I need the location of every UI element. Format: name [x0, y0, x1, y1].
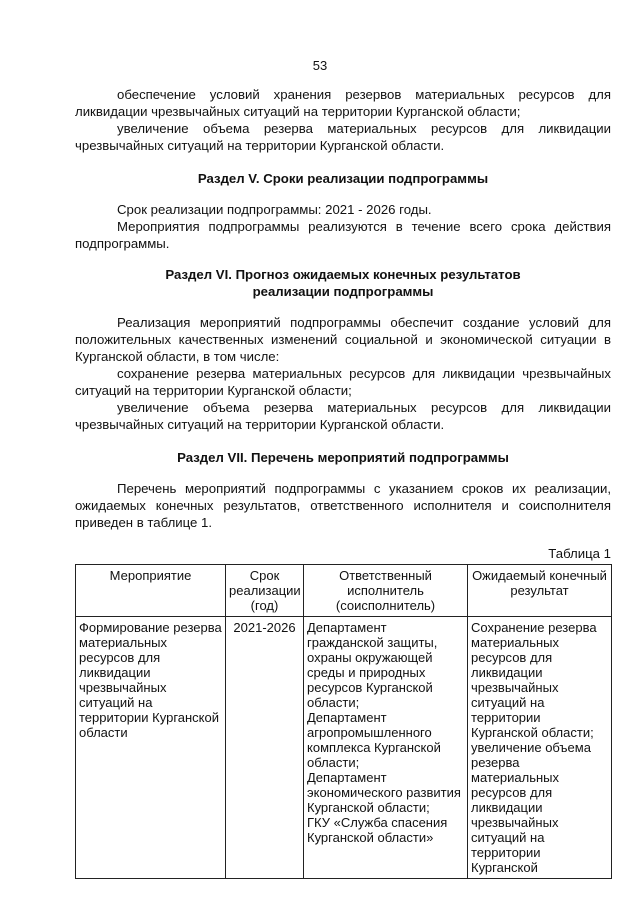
executor-item: Департамент гражданской защиты, охраны окружающей среды и природных ресурсов Курганской области;: [307, 620, 438, 710]
header-measure-label: Мероприятие: [109, 568, 192, 583]
table-caption: Таблица 1: [548, 546, 611, 561]
section-5-title: Раздел V. Сроки реализации подпрограммы: [197, 171, 489, 186]
result-item: увеличение объема резерва материальных ресурсов для ликвидации чрезвычайных ситуаций на территории Курганской: [471, 740, 591, 875]
document-body: [75, 86, 611, 879]
result-item: Сохранение резерва материальных ресурсов для ликвидации чрезвычайных ситуаций на территории Курганской области;: [471, 620, 597, 740]
cell-executors: [304, 617, 468, 879]
table-row: [76, 617, 612, 879]
header-executor: [304, 565, 468, 617]
intro-paragraph-2: увеличение объема резерва материальных ресурсов для ликвидации чрезвычайных ситуаций на территории Курганской области.: [75, 121, 611, 153]
header-period: [226, 565, 304, 617]
executor-item: Департамент экономического развития Курганской области;: [307, 770, 461, 815]
section-6-paragraph-3: увеличение объема резерва материальных ресурсов для ликвидации чрезвычайных ситуаций на территории Курганской области.: [75, 400, 611, 432]
section-5-paragraph-1: Срок реализации подпрограммы: 2021 - 2026 годы.: [117, 202, 432, 217]
header-executor-line-2: исполнитель: [347, 583, 424, 598]
page-number: 53: [312, 58, 328, 73]
section-5-paragraph-2: Мероприятия подпрограммы реализуются в течение всего срока действия подпрограммы.: [75, 219, 611, 251]
section-6-paragraph-1: Реализация мероприятий подпрограммы обеспечит создание условий для положительных качественных изменений социальной и экономической ситуации в Курганской области, в том числе:: [75, 315, 611, 364]
header-measure: [76, 565, 226, 617]
executor-item: ГКУ «Служба спасения Курганской области»: [307, 815, 448, 845]
section-6-title: [75, 266, 611, 300]
header-result-line-2: результат: [510, 583, 569, 598]
section-6-title-line-2: реализации подпрограммы: [252, 284, 434, 299]
header-result: [468, 565, 612, 617]
header-period-line-2: реализации: [229, 583, 301, 598]
measures-table: [75, 564, 612, 879]
intro-paragraph-1: обеспечение условий хранения резервов материальных ресурсов для ликвидации чрезвычайных ситуаций на территории Курганской области;: [75, 87, 611, 119]
table-header-row: [76, 565, 612, 617]
header-result-line-1: Ожидаемый конечный: [472, 568, 607, 583]
section-6-title-line-1: Раздел VI. Прогноз ожидаемых конечных результатов: [165, 267, 521, 282]
section-7-paragraph-1: Перечень мероприятий подпрограммы с указанием сроков их реализации, ожидаемых конечных результатов, ответственного исполнителя и соисполнителя приведен в таблице 1.: [75, 481, 611, 530]
header-executor-line-1: Ответственный: [339, 568, 432, 583]
cell-measure: Формирование резерва материальных ресурсов для ликвидации чрезвычайных ситуаций на территории Курганской области: [76, 617, 226, 879]
header-period-line-3: (год): [250, 598, 279, 613]
header-period-line-1: Срок: [249, 568, 280, 583]
executor-item: Департамент агропромышленного комплекса Курганской области;: [307, 710, 441, 770]
cell-period: 2021-2026: [226, 617, 304, 879]
section-6-paragraph-2: сохранение резерва материальных ресурсов для ликвидации чрезвычайных ситуаций на территории Курганской области;: [75, 366, 611, 398]
section-7-title: Раздел VII. Перечень мероприятий подпрограммы: [177, 450, 509, 465]
header-executor-line-3: (соисполнитель): [335, 598, 436, 613]
cell-results: [468, 617, 612, 879]
